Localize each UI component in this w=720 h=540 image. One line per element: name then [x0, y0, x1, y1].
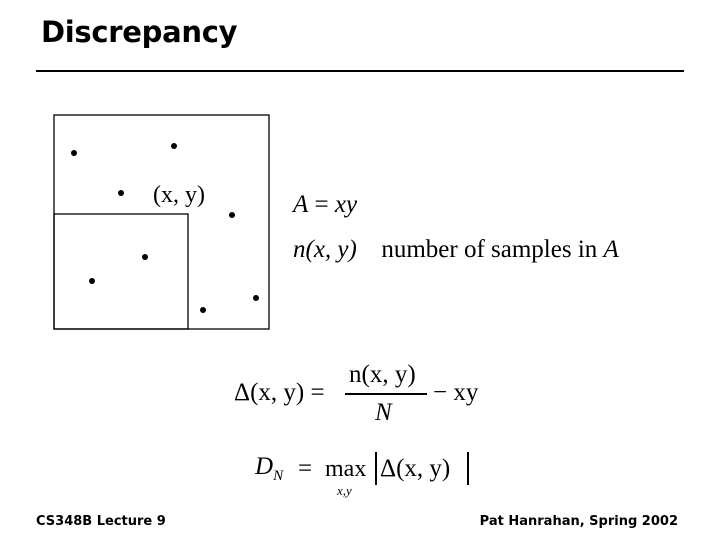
discrepancy-argument: Δ(x, y) [380, 455, 451, 482]
count-region: A [603, 236, 619, 263]
sample-point [253, 295, 259, 301]
discrepancy-equals: = [298, 455, 313, 482]
delta-lhs: Δ(x, y) = [234, 379, 325, 406]
sample-point [89, 278, 95, 284]
sample-point [229, 212, 235, 218]
abs-bar-right [467, 452, 469, 485]
equals-sign: = [314, 191, 329, 218]
sample-point [171, 143, 177, 149]
count-description: number of samples in [381, 236, 598, 263]
unit-square [54, 115, 269, 329]
sample-point [200, 307, 206, 313]
delta-tail: − xy [433, 379, 479, 406]
sub-region-a [54, 214, 188, 329]
sample-point [142, 254, 148, 260]
area-symbol: A [293, 191, 309, 218]
delta-numerator: n(x, y) [349, 361, 416, 388]
delta-denominator: N [375, 399, 392, 426]
sample-point [71, 150, 77, 156]
max-operator: max [325, 456, 367, 482]
max-subscript: x,y [337, 483, 352, 498]
count-definition [293, 237, 619, 262]
area-value: xy [334, 191, 358, 218]
point-label: (x, y) [153, 182, 205, 208]
area-definition [293, 192, 357, 217]
footer-course: CS348B Lecture 9 [36, 514, 166, 529]
slide-title: Discrepancy [41, 15, 238, 49]
abs-bar-left [375, 452, 377, 485]
count-symbol: n(x, y) [293, 236, 357, 263]
footer-author: Pat Hanrahan, Spring 2002 [479, 514, 678, 529]
discrepancy-symbol: $D_N$ [255, 453, 284, 484]
sample-point [118, 190, 124, 196]
fraction-bar [345, 393, 427, 395]
